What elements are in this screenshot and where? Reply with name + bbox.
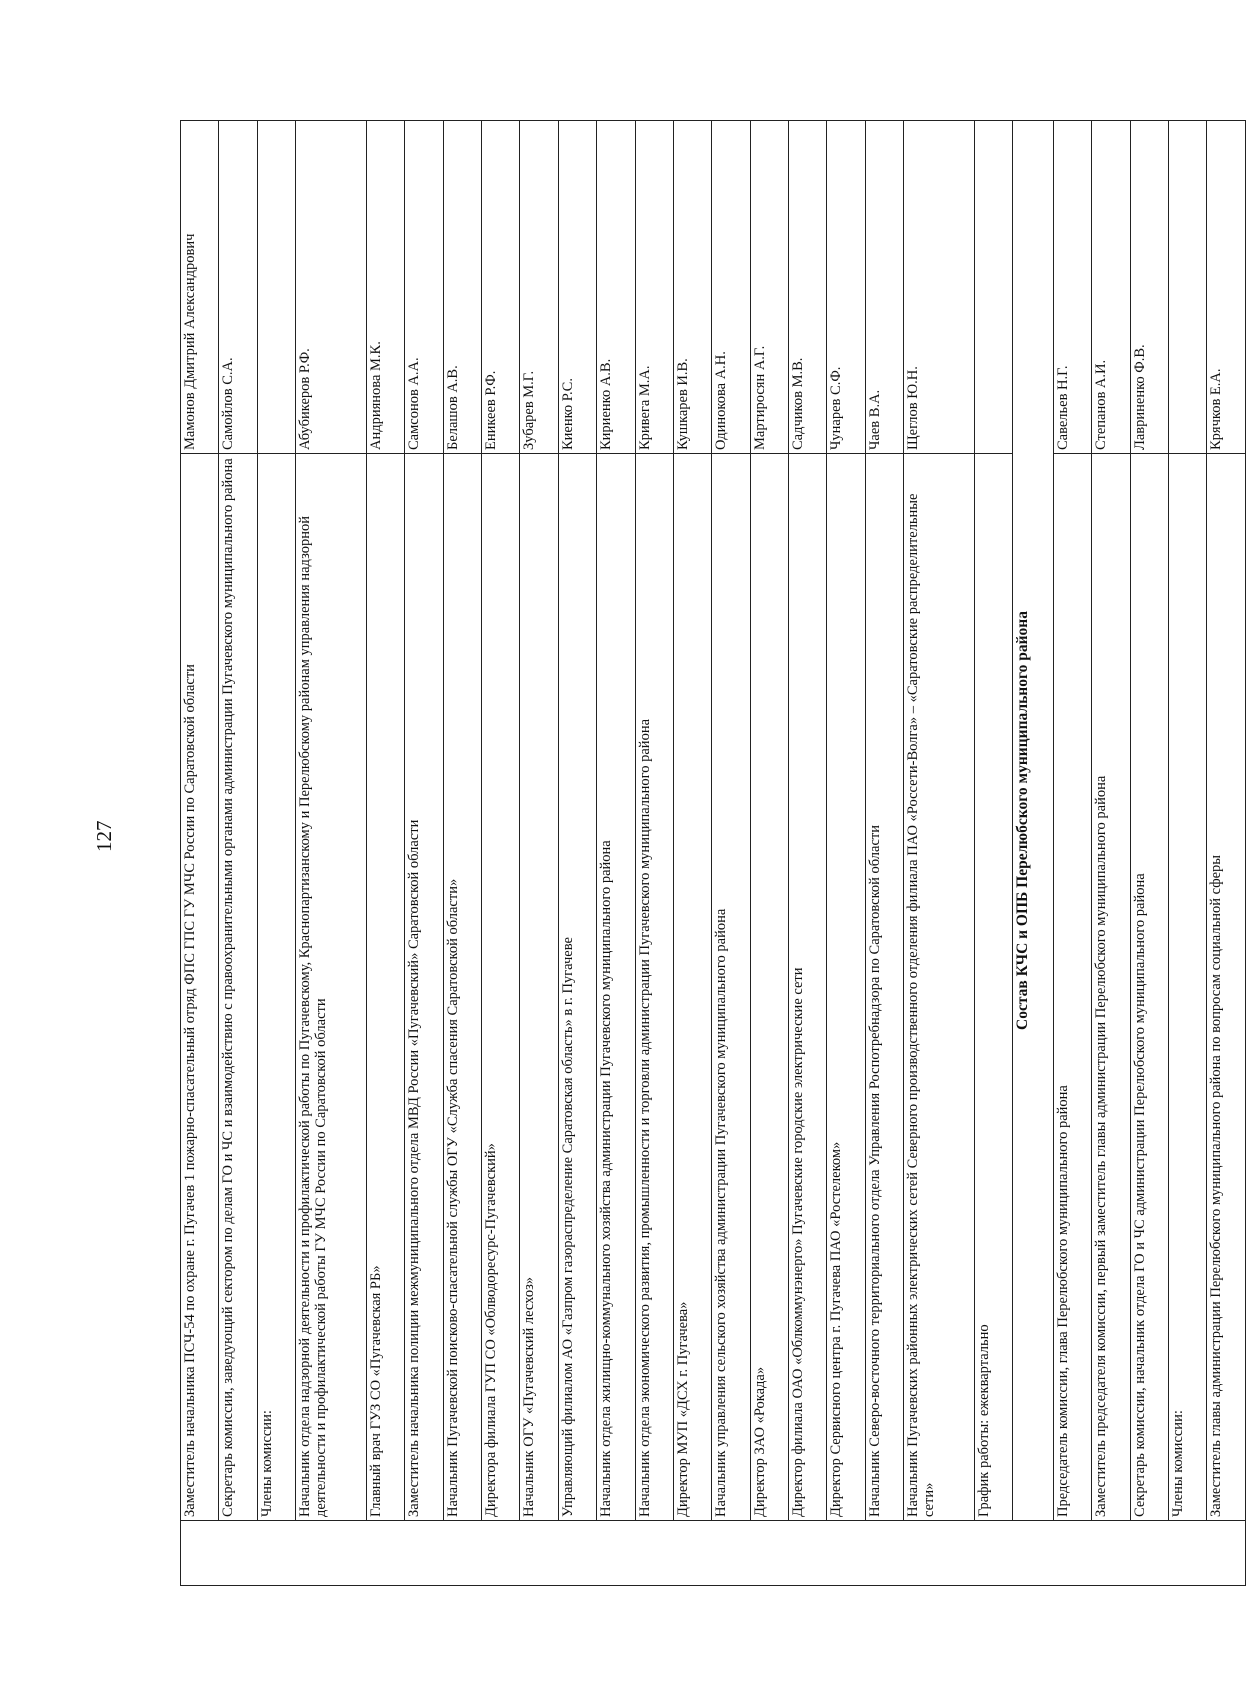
position-cell: Заместитель начальника ПСЧ-54 по охране г. Пугачев 1 пожарно-спасательный отряд ФПС ГПС ГУ МЧС России по Саратовской области bbox=[181, 454, 219, 1521]
position-cell: Заместитель председателя комиссии, первый заместитель главы администрации Перелюбского муниципального района bbox=[1092, 454, 1130, 1521]
position-cell: График работы: ежеквартально bbox=[974, 454, 1012, 1521]
table-row bbox=[635, 121, 673, 1586]
table-row bbox=[974, 121, 1012, 1586]
position-cell: Главный врач ГУЗ СО «Пугачевская РБ» bbox=[366, 454, 404, 1521]
position-cell: Директора филиала ГУП СО «Облводоресурс-Пугачевский» bbox=[482, 454, 520, 1521]
position-cell: Заместитель начальника полиции межмуниципального отдела МВД России «Пугачевский» Саратовской области bbox=[405, 454, 443, 1521]
name-cell: Одинокова А.Н. bbox=[712, 121, 750, 454]
name-cell: Еникеев Р.Ф. bbox=[482, 121, 520, 454]
table-row bbox=[366, 121, 404, 1586]
table-row bbox=[405, 121, 443, 1586]
page-number: 127 bbox=[92, 820, 116, 852]
position-cell: Директор МУП «ДСХ г. Пугачева» bbox=[673, 454, 711, 1521]
table-row bbox=[904, 121, 975, 1586]
table-row bbox=[181, 121, 219, 1586]
name-cell: Зубарев М.Г. bbox=[520, 121, 558, 454]
position-cell: Начальник отдела экономического развития, промышленности и торговли администрации Пугачевского муниципального района bbox=[635, 454, 673, 1521]
name-cell: Крячков Е.А. bbox=[1207, 121, 1246, 454]
name-cell: Садчиков М.В. bbox=[789, 121, 827, 454]
empty-left-column bbox=[181, 1521, 1246, 1586]
table-row bbox=[865, 121, 903, 1586]
table-row bbox=[296, 121, 367, 1586]
section-row bbox=[1013, 121, 1054, 1586]
position-cell: Начальник отдела надзорной деятельности и профилактической работы по Пугачевскому, Краснопартизанскому и Перелюбскому районам управления надзорной деятельности и профилактической работы ГУ МЧС России по Саратовской области bbox=[296, 454, 367, 1521]
commission-table bbox=[180, 120, 1246, 1586]
position-cell: Секретарь комиссии, начальник отдела ГО и ЧС администрации Перелюбского муниципального района bbox=[1130, 454, 1168, 1521]
table-row bbox=[673, 121, 711, 1586]
table-row bbox=[257, 121, 295, 1586]
name-cell: Кушкарев И.В. bbox=[673, 121, 711, 454]
position-cell: Заместитель главы администрации Перелюбского муниципального района по вопросам социальной сферы bbox=[1207, 454, 1246, 1521]
name-cell: Самсонов А.А. bbox=[405, 121, 443, 454]
name-cell: Чаев В.А. bbox=[865, 121, 903, 454]
name-cell: Кривега М.А. bbox=[635, 121, 673, 454]
name-cell: Лавриненко Ф.В. bbox=[1130, 121, 1168, 454]
position-cell: Председатель комиссии, глава Перелюбского муниципального района bbox=[1053, 454, 1091, 1521]
position-cell: Начальник ОГУ «Пугачевский лесхоз» bbox=[520, 454, 558, 1521]
position-cell: Начальник Пугачевской поисково-спасательной службы ОГУ «Служба спасения Саратовской области» bbox=[443, 454, 481, 1521]
position-cell: Директор ЗАО «Рокада» bbox=[750, 454, 788, 1521]
table-row bbox=[1130, 121, 1168, 1586]
name-cell: Степанов А.И. bbox=[1092, 121, 1130, 454]
table-row bbox=[520, 121, 558, 1586]
table-row bbox=[1092, 121, 1130, 1586]
table-row bbox=[750, 121, 788, 1586]
section-title: Состав КЧС и ОПБ Перелюбского муниципального района bbox=[1013, 121, 1054, 1521]
name-cell: Щеглов Ю.Н. bbox=[904, 121, 975, 454]
table-row bbox=[558, 121, 596, 1586]
name-cell: Савельев Н.Г. bbox=[1053, 121, 1091, 454]
name-cell bbox=[257, 121, 295, 454]
position-cell: Управляющий филиалом АО «Газпром газораспределение Саратовская область» в г. Пугачеве bbox=[558, 454, 596, 1521]
table-row bbox=[219, 121, 257, 1586]
name-cell: Белашов А.В. bbox=[443, 121, 481, 454]
table-row bbox=[789, 121, 827, 1586]
position-cell: Директор филиала ОАО «Облкоммунэнерго» Пугачевские городские электрические сети bbox=[789, 454, 827, 1521]
position-cell: Члены комиссии: bbox=[1169, 454, 1207, 1521]
table-row bbox=[597, 121, 635, 1586]
position-cell: Начальник отдела жилищно-коммунального хозяйства администрации Пугачевского муниципального района bbox=[597, 454, 635, 1521]
table-row bbox=[1169, 121, 1207, 1586]
table-row bbox=[1207, 121, 1246, 1586]
name-cell: Мартиросян А.Г. bbox=[750, 121, 788, 454]
name-cell bbox=[1169, 121, 1207, 454]
name-cell: Чунарев С.Ф. bbox=[827, 121, 865, 454]
name-cell: Кириенко А.В. bbox=[597, 121, 635, 454]
commission-table-rotated bbox=[180, 121, 1246, 1586]
position-cell: Начальник Северо-восточного территориального отдела Управления Роспотребнадзора по Саратовской области bbox=[865, 454, 903, 1521]
position-cell: Директор Сервисного центра г. Пугачева ПАО «Ростелеком» bbox=[827, 454, 865, 1521]
position-cell: Начальник управления сельского хозяйства администрации Пугачевского муниципального района bbox=[712, 454, 750, 1521]
name-cell: Киенко Р.С. bbox=[558, 121, 596, 454]
position-cell: Начальник Пугачевских районных электрических сетей Северного производственного отделения филиала ПАО «Россети-Волга» – «Саратовские распределительные сети» bbox=[904, 454, 975, 1521]
table-row bbox=[827, 121, 865, 1586]
name-cell: Мамонов Дмитрий Александрович bbox=[181, 121, 219, 454]
table-row bbox=[482, 121, 520, 1586]
position-cell: Секретарь комиссии, заведующий сектором по делам ГО и ЧС и взаимодействию с правоохранительными органами администрации Пугачевского муниципального района bbox=[219, 454, 257, 1521]
name-cell: Андриянова М.К. bbox=[366, 121, 404, 454]
name-cell: Абубикеров Р.Ф. bbox=[296, 121, 367, 454]
table-row bbox=[712, 121, 750, 1586]
table-body bbox=[181, 121, 1246, 1586]
table-row bbox=[1053, 121, 1091, 1586]
position-cell: Члены комиссии: bbox=[257, 454, 295, 1521]
table-row bbox=[443, 121, 481, 1586]
name-cell bbox=[974, 121, 1012, 454]
name-cell: Самойлов С.А. bbox=[219, 121, 257, 454]
